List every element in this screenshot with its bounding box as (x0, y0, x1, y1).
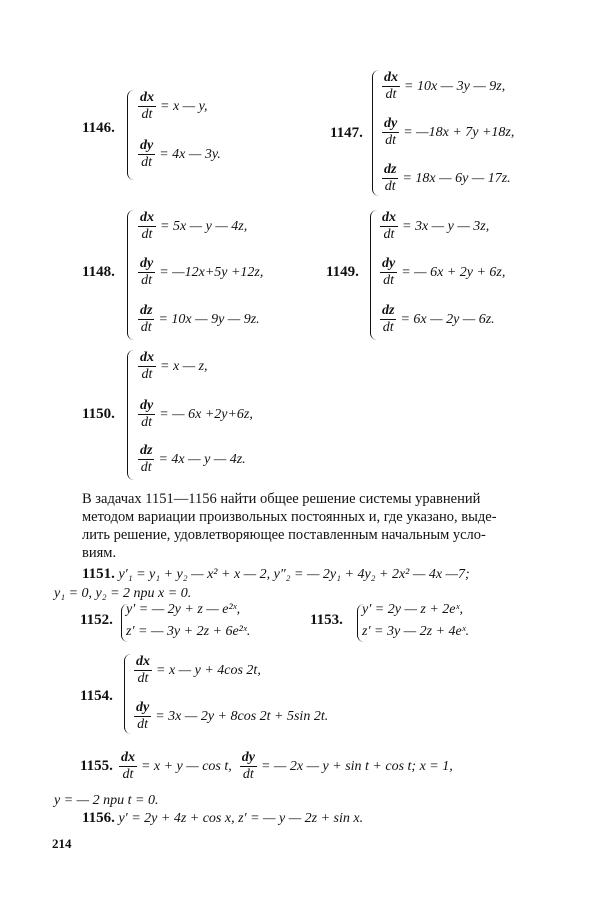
frac-den: dt (122, 767, 134, 782)
frac-den: dt (140, 460, 152, 475)
page-number: 214 (52, 836, 72, 851)
eq-rhs: = 5x — y — 4z, (160, 218, 248, 234)
frac-den: dt (137, 671, 149, 686)
problem-1155-number: 1155. (80, 758, 113, 774)
eq-rhs: = 10x — 9y — 9z. (158, 311, 260, 327)
problem-1151-text: y′₁ = y₁ + y₂ — x² + x — 2, y″₂ = — 2y₁ + 4y₂ + 2x² — 4x —7; (118, 567, 470, 582)
eq-1147-2 (382, 116, 514, 149)
eq-rhs: = 18x — 6y — 17z. (402, 170, 511, 186)
frac-den: dt (382, 320, 394, 335)
frac-num: dx (382, 210, 396, 225)
eq-1150-2 (138, 398, 253, 431)
problem-1151-condition: y₁ = 0, y₂ = 2 при x = 0. (54, 586, 192, 601)
frac-num: dy (241, 750, 255, 765)
problem-1155 (80, 750, 453, 783)
problem-1147-number: 1147. (330, 125, 363, 141)
frac-num: dz (140, 303, 153, 318)
frac-num: dx (120, 750, 135, 765)
eq-1153-1: y′ = 2y — z + 2eˣ, (362, 602, 463, 617)
frac-den: dt (242, 767, 254, 782)
eq-1154-2 (134, 700, 328, 733)
eq-rhs: = — 6x + 2y + 6z, (401, 264, 506, 280)
eq-1148-2 (138, 256, 263, 289)
eq-rhs: = x — y + 4cos 2t, (156, 662, 261, 678)
frac-den: dt (141, 227, 153, 242)
eq-rhs: = x — z, (160, 358, 208, 374)
frac-den: dt (383, 227, 395, 242)
problem-1148-number: 1148. (82, 264, 115, 280)
frac-den: dt (141, 367, 153, 382)
intro-line: методом вариации произвольных постоянных и, где указано, выде- (82, 509, 497, 525)
eq-1148-3 (138, 303, 260, 336)
brace (127, 210, 134, 340)
frac-den: dt (383, 273, 395, 288)
frac-den: dt (141, 155, 153, 170)
eq-1153-2: z′ = 3y — 2z + 4eˣ. (362, 624, 470, 639)
eq-1149-2 (380, 256, 505, 289)
problem-1151 (82, 566, 470, 583)
eq-rhs: = x — y, (160, 98, 208, 114)
frac-num: dy (140, 138, 154, 153)
problem-1156-text: y′ = 2y + 4z + cos x, z′ = — y — 2z + sin x. (118, 811, 364, 826)
eq-1154-1 (134, 654, 261, 687)
eq-rhs: = —18x + 7y +18z, (403, 124, 515, 140)
brace (127, 350, 134, 480)
eq-rhs: = 4x — 3y. (159, 146, 221, 162)
eq-rhs: = 4x — y — 4z. (158, 451, 246, 467)
eq-1146-1 (138, 90, 208, 123)
eq-1149-3 (380, 303, 495, 336)
frac-num: dx (140, 350, 154, 365)
frac-num: dz (140, 443, 153, 458)
frac-num: dz (384, 162, 397, 177)
eq-rhs: = 3x — 2y + 8cos 2t + 5sin 2t. (155, 708, 329, 724)
eq-rhs: = x + y — cos t, (140, 758, 232, 774)
brace (372, 70, 379, 196)
frac-den: dt (141, 415, 153, 430)
eq-1147-1 (382, 70, 505, 103)
eq-1147-3 (382, 162, 511, 195)
problem-1154-number: 1154. (80, 688, 113, 704)
eq-rhs: = 6x — 2y — 6z. (400, 311, 495, 327)
problem-1150-number: 1150. (82, 406, 115, 422)
frac-den: dt (137, 717, 149, 732)
frac-num: dx (140, 90, 154, 105)
frac-den: dt (385, 133, 397, 148)
problem-1151-number: 1151. (82, 566, 115, 582)
eq-rhs: = 10x — 3y — 9z, (404, 78, 506, 94)
intro-line: лить решение, удовлетворяющее поставленным начальным усло- (82, 527, 486, 543)
eq-rhs: = 3x — y — 3z, (402, 218, 490, 234)
eq-1150-1 (138, 350, 208, 383)
frac-den: dt (140, 320, 152, 335)
eq-1152-1: y′ = — 2y + z — e²ˣ, (126, 602, 241, 617)
problem-1156 (82, 810, 363, 827)
intro-line: В задачах 1151—1156 найти общее решение системы уравнений (82, 491, 481, 507)
intro-paragraph (82, 490, 562, 562)
frac-num: dz (382, 303, 395, 318)
eq-1152-2: z′ = — 3y + 2z + 6e²ˣ. (126, 624, 251, 639)
problem-1152-number: 1152. (80, 612, 113, 628)
eq-rhs: = —12x+5y +12z, (159, 264, 264, 280)
problem-1156-number: 1156. (82, 810, 115, 826)
eq-rhs: = — 2x — y + sin t + cos t; x = 1, (260, 758, 453, 774)
eq-rhs: = — 6x +2y+6z, (159, 406, 253, 422)
frac-den: dt (141, 273, 153, 288)
problem-1149-number: 1149. (326, 264, 359, 280)
brace (370, 210, 377, 340)
frac-num: dy (382, 256, 396, 271)
eq-1146-2 (138, 138, 221, 171)
problem-1155-condition: y = — 2 при t = 0. (54, 793, 159, 808)
eq-1150-3 (138, 443, 246, 476)
frac-num: dy (140, 398, 154, 413)
intro-line: виям. (82, 545, 117, 561)
frac-den: dt (385, 87, 397, 102)
brace (127, 90, 134, 180)
problem-1153-number: 1153. (310, 612, 343, 628)
frac-den: dt (384, 179, 396, 194)
brace (124, 654, 131, 734)
frac-num: dy (136, 700, 150, 715)
frac-num: dy (384, 116, 398, 131)
frac-num: dx (136, 654, 150, 669)
frac-num: dx (384, 70, 398, 85)
frac-num: dy (140, 256, 154, 271)
frac-num: dx (140, 210, 154, 225)
frac-den: dt (141, 107, 153, 122)
eq-1149-1 (380, 210, 489, 243)
problem-1146-number: 1146. (82, 120, 115, 136)
eq-1148-1 (138, 210, 247, 243)
